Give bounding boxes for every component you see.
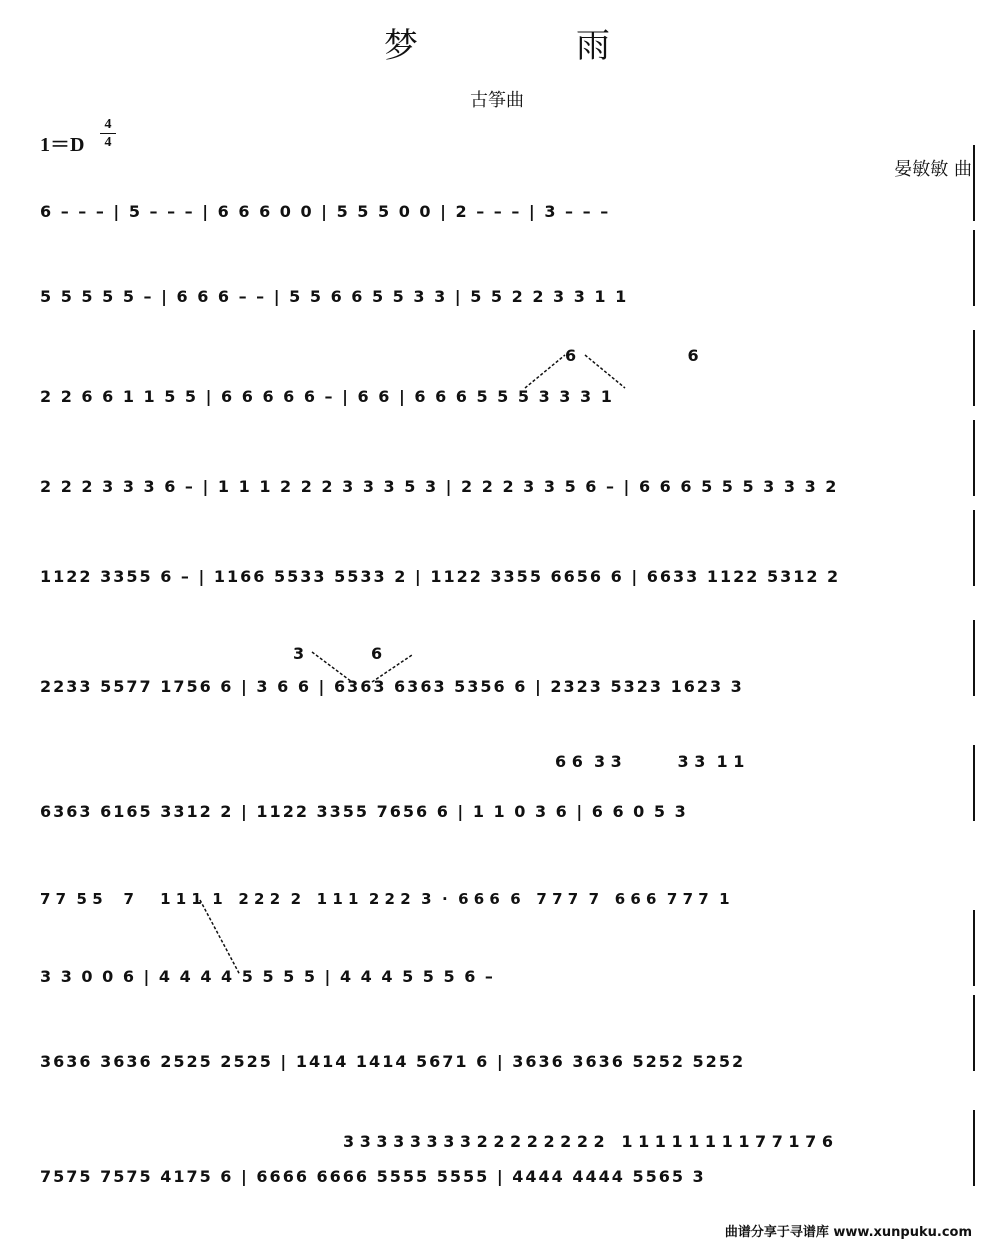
upper-voice: 7 7 5 5 7 1 1 1 1 2 2 2 2 1 1 1 2 2 2 3 · 6 6 6 6 7 7 7 7 6 6 6 7 7 7 1	[40, 890, 730, 908]
key-signature: 1＝D	[40, 134, 85, 156]
upper-voice: 3 6	[293, 644, 383, 663]
notation-line: 6363 6165 3312 2 | 1122 3355 7656 6 | 1 1 0 3 6 | 6 6 0 5 3	[40, 802, 688, 821]
footer-watermark: 曲谱分享于寻谱库 www.xunpuku.com	[724, 1225, 972, 1240]
time-sig-top: 4	[104, 117, 112, 132]
glissando-line	[585, 355, 625, 388]
glissando-line	[312, 652, 352, 682]
time-sig-bottom: 4	[104, 135, 112, 150]
notation-line: 5 5 5 5 5 – | 6 6 6 – – | 5 5 6 6 5 5 3 3 | 5 5 2 2 3 3 1 1	[40, 287, 629, 306]
glissando-line	[372, 655, 412, 682]
glissando-line	[200, 900, 240, 975]
glissando-line	[525, 355, 565, 388]
notation-line: 2233 5577 1756 6 | 3 6 6 | 6363 6363 5356 6 | 2323 5323 1623 3	[40, 677, 744, 696]
notation-line: 3636 3636 2525 2525 | 1414 1414 5671 6 | 3636 3636 5252 5252	[40, 1052, 746, 1071]
upper-voice: 3 3 3 3 3 3 3 3 2 2 2 2 2 2 2 2 1 1 1 1 1 1 1 1 7 7 1 7 6	[343, 1132, 833, 1151]
subtitle: 古筝曲	[470, 90, 524, 111]
notation-line: 1122 3355 6 – | 1166 5533 5533 2 | 1122 3355 6656 6 | 6633 1122 5312 2	[40, 567, 841, 586]
notation-line: 7575 7575 4175 6 | 6666 6666 5555 5555 | 4444 4444 5565 3	[40, 1167, 706, 1186]
upper-voice: 6 6	[565, 346, 699, 365]
notation-line: 6 – – – | 5 – – – | 6 6 6 0 0 | 5 5 5 0 0 | 2 – – – | 3 – – –	[40, 202, 611, 221]
notation-line: 3 3 0 0 6 | 4 4 4 4 5 5 5 5 | 4 4 4 5 5 5 6 –	[40, 967, 495, 986]
composer: 晏敏敏 曲	[894, 159, 972, 180]
upper-voice: 6 6 3 3 3 3 1 1	[555, 752, 745, 771]
page-title: 梦 雨	[384, 26, 672, 66]
notation-line: 2 2 6 6 1 1 5 5 | 6 6 6 6 6 – | 6 6 | 6 6 6 5 5 5 3 3 3 1	[40, 387, 614, 406]
notation-line: 2 2 2 3 3 3 6 – | 1 1 1 2 2 2 3 3 3 5 3 | 2 2 2 3 3 5 6 – | 6 6 6 5 5 5 3 3 3 2	[40, 477, 839, 496]
